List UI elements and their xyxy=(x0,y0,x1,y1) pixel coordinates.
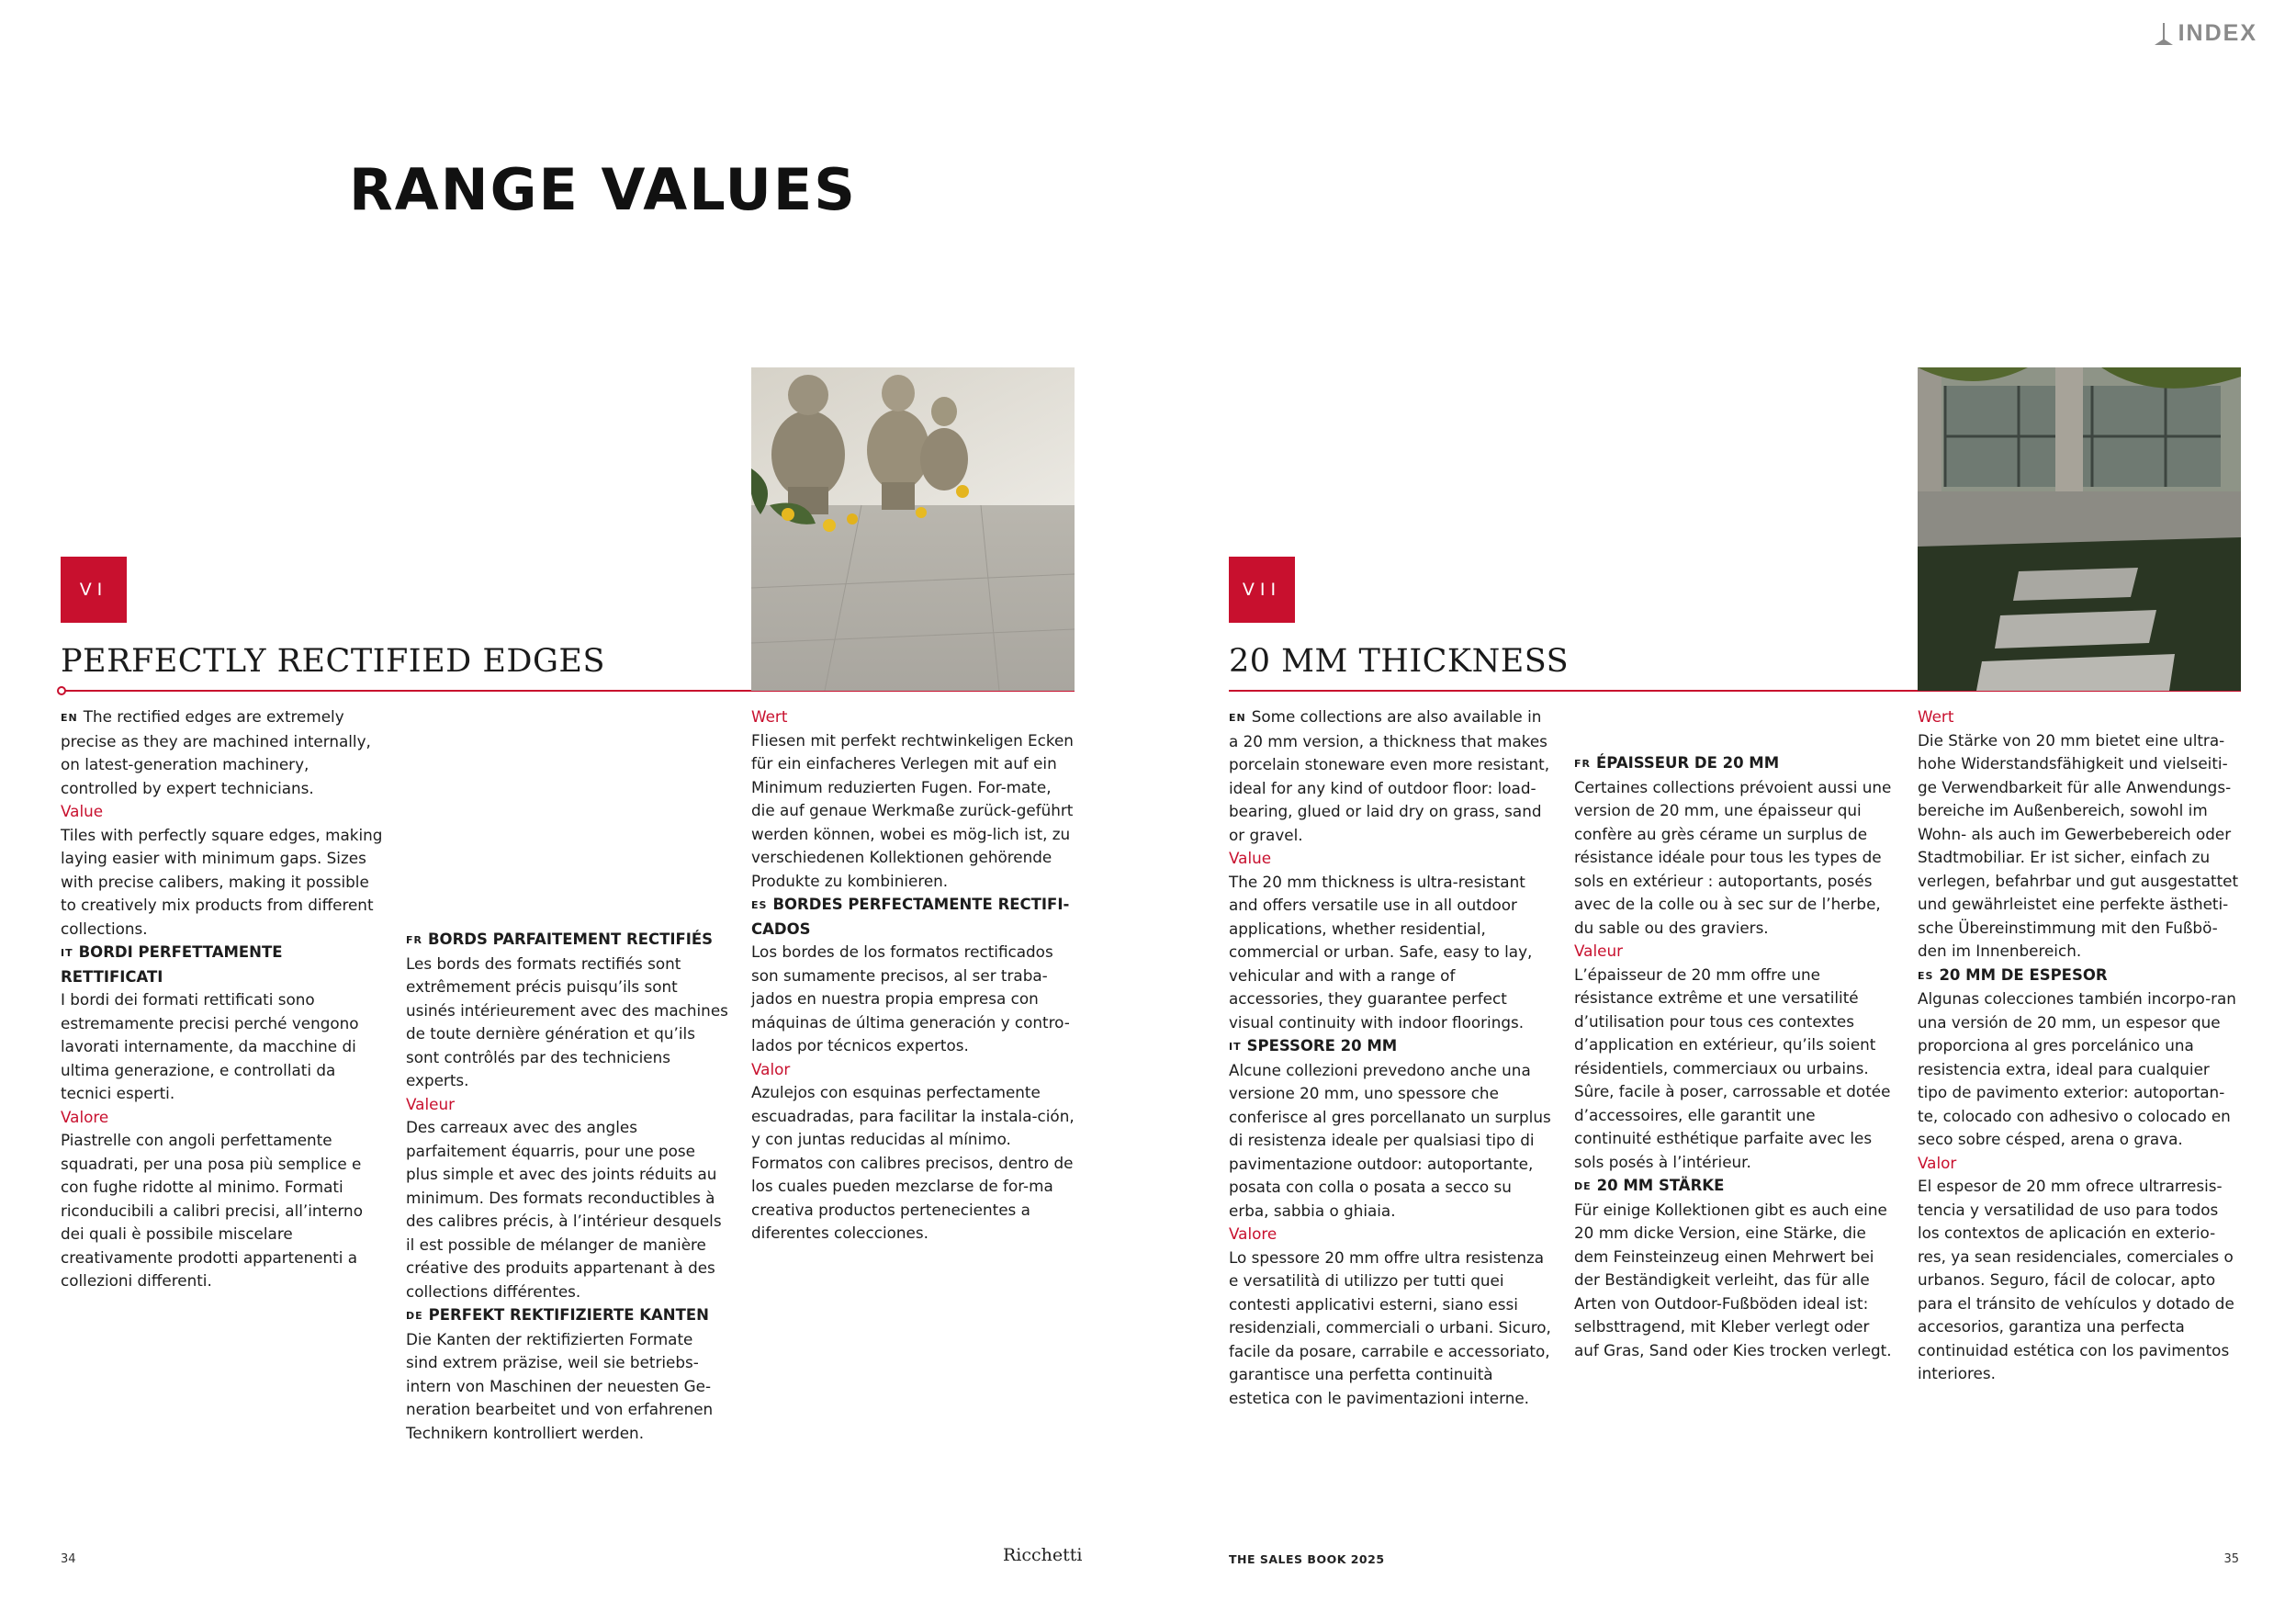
value-label-en: Value xyxy=(61,802,104,820)
heading-fr: ÉPAISSEUR DE 20 MM xyxy=(1595,754,1780,772)
value-text-es: El espesor de 20 mm ofrece ultrarresis-tencia y versatilidad de uso para todos los contextos de aplicación en exterio-res, ya sean residenciales, comerciales o urbanos. Seguro, fácil de colocar, apto para el tránsito de vehículos y dotado de accesorios, garantiza una perfecta continuidad estética con los pavimentos interiores. xyxy=(1918,1177,2234,1382)
value-label-it: Valore xyxy=(61,1107,109,1126)
index-arrow-icon xyxy=(2155,23,2173,45)
value-text-it: Lo spessore 20 mm offre ultra resistenza e versatilità di utilizzo per tutti quei contesti applicativi esterni, siano essi residenziali, commerciali o urbani. Sicuro, facile da posare, carrabile e accessoriato, garantisce una perfetta continuità estetica con le pavimentazioni interne. xyxy=(1229,1247,1551,1407)
section-title: PERFECTLY RECTIFIED EDGES xyxy=(61,643,605,680)
lang-tag-fr: FR xyxy=(406,934,422,946)
body-text-es: Algunas colecciones también incorpo-ran una versión de 20 mm, un espesor que proporciona al gres porcelánico una resistencia extra, ideal para cualquier tipo de pavimento exterior: autoportan-te, colocado con adhesivo o colocado en seco sobre césped, arena o grava. xyxy=(1918,989,2236,1148)
body-text-fr: Certaines collections prévoient aussi une version de 20 mm, une épaisseur qui confère au grès cérame un surplus de résistance idéale pour tous les types de sols en extérieur : autoportants, posés avec de la colle ou à sec sur de l’herbe, du sable ou des graviers. xyxy=(1574,777,1892,937)
index-link[interactable] xyxy=(2155,20,2257,47)
lang-tag-de: DE xyxy=(1574,1180,1592,1192)
page-number-right: 35 xyxy=(2223,1552,2239,1566)
text-column-1 xyxy=(61,705,384,1293)
heading-de: PERFEKT REKTIFIZIERTE KANTEN xyxy=(428,1306,709,1324)
heading-es: 20 MM DE ESPESOR xyxy=(1939,965,2108,984)
text-column-2 xyxy=(406,928,729,1445)
index-label: INDEX xyxy=(2178,20,2257,46)
value-text-de: Fliesen mit perfekt rechtwinkeligen Ecken für ein einfacheres Verlegen mit auf ein Minimum reduzierten Fugen. For-mate, die auf genaue Werkmaße zurück-geführt werden können, wobei es mög-lich ist, zu verschiedenen Kollektionen gehörende Produkte zu kombinieren. xyxy=(751,730,1074,890)
value-label-it: Valore xyxy=(1229,1224,1277,1243)
value-text-en: The 20 mm thickness is ultra-resistant and offers versatile use in all outdoor applications, whether residential, commercial or urban. Safe, easy to lay, vehicular and with a range of accessories, they guarantee perfect visual continuity with indoor floorings. xyxy=(1229,872,1533,1032)
brand-name: Ricchetti xyxy=(1003,1545,1083,1565)
body-text-en: The rectified edges are extremely precise as they are machined internally, on latest-generation machinery, controlled by expert technicians. xyxy=(61,707,371,797)
value-label-fr: Valeur xyxy=(1574,942,1623,960)
value-label-fr: Valeur xyxy=(406,1094,455,1113)
section-photo-urns xyxy=(751,367,1075,691)
body-text-en: Some collections are also available in a 20 mm version, a thickness that makes porcelain stoneware even more resistant, ideal for any kind of outdoor floor: load-bearing, glued or laid dry on grass, sand or gravel. xyxy=(1229,707,1550,844)
text-column-4 xyxy=(1229,705,1552,1410)
body-text-de: Die Kanten der rektifizierten Formate sind extrem präzise, weil sie betriebs-intern von Maschinen der neuesten Ge-neration bearbeitet und von erfahrenen Technikern kontrolliert werden. xyxy=(406,1329,714,1442)
heading-it: SPESSORE 20 MM xyxy=(1246,1037,1398,1054)
page-number-left: 34 xyxy=(61,1552,76,1566)
section-number-badge: VI xyxy=(61,557,127,623)
book-title: THE SALES BOOK 2025 xyxy=(1229,1552,1385,1566)
heading-fr: BORDS PARFAITEMENT RECTIFIÉS xyxy=(427,930,714,948)
body-text-es: Los bordes de los formatos rectificados son sumamente precisos, al ser traba-jados en nuestra propia empresa con máquinas de última generación y contro-lados por técnicos expertos. xyxy=(751,942,1070,1054)
lang-tag-es: ES xyxy=(751,899,768,911)
value-text-it: Piastrelle con angoli perfettamente squadrati, per una posa più semplice e con fughe ridotte al minimo. Formati riconducibili a calibri precisi, all’interno dei quali è possibile miscelare creativamente prodotti appartenenti a collezioni differenti. xyxy=(61,1131,363,1290)
lang-tag-en: EN xyxy=(61,712,78,724)
lang-tag-de: DE xyxy=(406,1310,423,1322)
lang-tag-en: EN xyxy=(1229,712,1246,724)
body-text-fr: Les bords des formats rectifiés sont extrêmement précis puisqu’ils sont usinés intérieurement avec des machines de toute dernière génération et qu’ils sont contrôlés par des techniciens experts. xyxy=(406,953,728,1089)
lang-tag-it: IT xyxy=(61,947,73,959)
body-text-it: I bordi dei formati rettificati sono estremamente precisi perché vengono lavorati internamente, da macchine di ultima generazione, e controllati da tecnici esperti. xyxy=(61,990,359,1102)
body-text-it: Alcune collezioni prevedono anche una versione 20 mm, uno spessore che conferisce al gres porcellanato un surplus di resistenza ideale per qualsiasi tipo di pavimentazione outdoor: autoportante, posata con colla o posata a secco su erba, sabbia o ghiaia. xyxy=(1229,1060,1551,1220)
value-text-de: Die Stärke von 20 mm bietet eine ultra-hohe Widerstandsfähigkeit und vielseiti-ge Verwendbarkeit für alle Anwendungs-bereiche im Außenbereich, sowohl im Wohn- als auch im Gewerbebereich oder Stadtmobiliar. Er ist sicher, einfach zu verlegen, befahrbar und gut ausgestattet und gewährleistet eine perfekte ästheti-sche Übereinstimmung mit den Fußbö-den im Innenbereich. xyxy=(1918,730,2239,960)
text-column-3 xyxy=(751,705,1075,1246)
lang-tag-es: ES xyxy=(1918,969,1934,982)
body-text-de: Für einige Kollektionen gibt es auch eine 20 mm dicke Version, eine Stärke, die dem Feinsteinzeug einen Mehrwert bei der Beständigkeit verleiht, das für alle Arten von Outdoor-Fußböden ideal ist: selbsttragend, mit Kleber verlegt oder auf Gras, Sand oder Kies trocken verlegt. xyxy=(1574,1200,1892,1359)
lang-tag-fr: FR xyxy=(1574,758,1591,770)
section-photo-patio xyxy=(1918,367,2241,691)
value-label-de: Wert xyxy=(751,707,788,726)
value-text-en: Tiles with perfectly square edges, making laying easier with minimum gaps. Sizes with precise calibers, making it possible to creatively mix products from different collections. xyxy=(61,825,383,938)
section-number-badge: VII xyxy=(1229,557,1295,623)
page-title: RANGE VALUES xyxy=(349,156,857,223)
section-title: 20 MM THICKNESS xyxy=(1229,643,1570,680)
value-text-es: Azulejos con esquinas perfectamente escuadradas, para facilitar la instala-ción, y con juntas reducidas al mínimo. Formatos con calibres precisos, dentro de los cuales pueden mezclarse de for-ma creativa productos pertenecientes a diferentes colecciones. xyxy=(751,1083,1075,1242)
heading-it: BORDI PERFETTAMENTE RETTIFICATI xyxy=(61,943,283,986)
value-text-fr: Des carreaux avec des angles parfaitement équarris, pour une pose plus simple et avec des joints réduits au minimum. Des formats reconductibles à des calibres précis, à l’intérieur desquels il est possible de mélanger de manière créative des produits appartenant à des collections différentes. xyxy=(406,1118,722,1301)
text-column-6 xyxy=(1918,705,2241,1386)
value-text-fr: L’épaisseur de 20 mm offre une résistance extrême et une versatilité d’utilisation pour tous ces contextes d’application en extérieur, qu’ils soient résidentiels, commerciaux ou urbains. Sûre, facile à poser, carrossable et dotée d’accessoires, elle garantit une continuité esthétique parfaite avec les sols posés à l’intérieur. xyxy=(1574,964,1891,1171)
heading-de: 20 MM STÄRKE xyxy=(1596,1177,1725,1194)
lang-tag-it: IT xyxy=(1229,1041,1242,1053)
heading-es: BORDES PERFECTAMENTE RECTIFI-CADOS xyxy=(751,896,1070,938)
text-column-5 xyxy=(1574,751,1897,1362)
value-label-es: Valor xyxy=(1918,1153,1957,1172)
value-label-de: Wert xyxy=(1918,707,1954,726)
value-label-es: Valor xyxy=(751,1059,791,1078)
value-label-en: Value xyxy=(1229,849,1272,867)
